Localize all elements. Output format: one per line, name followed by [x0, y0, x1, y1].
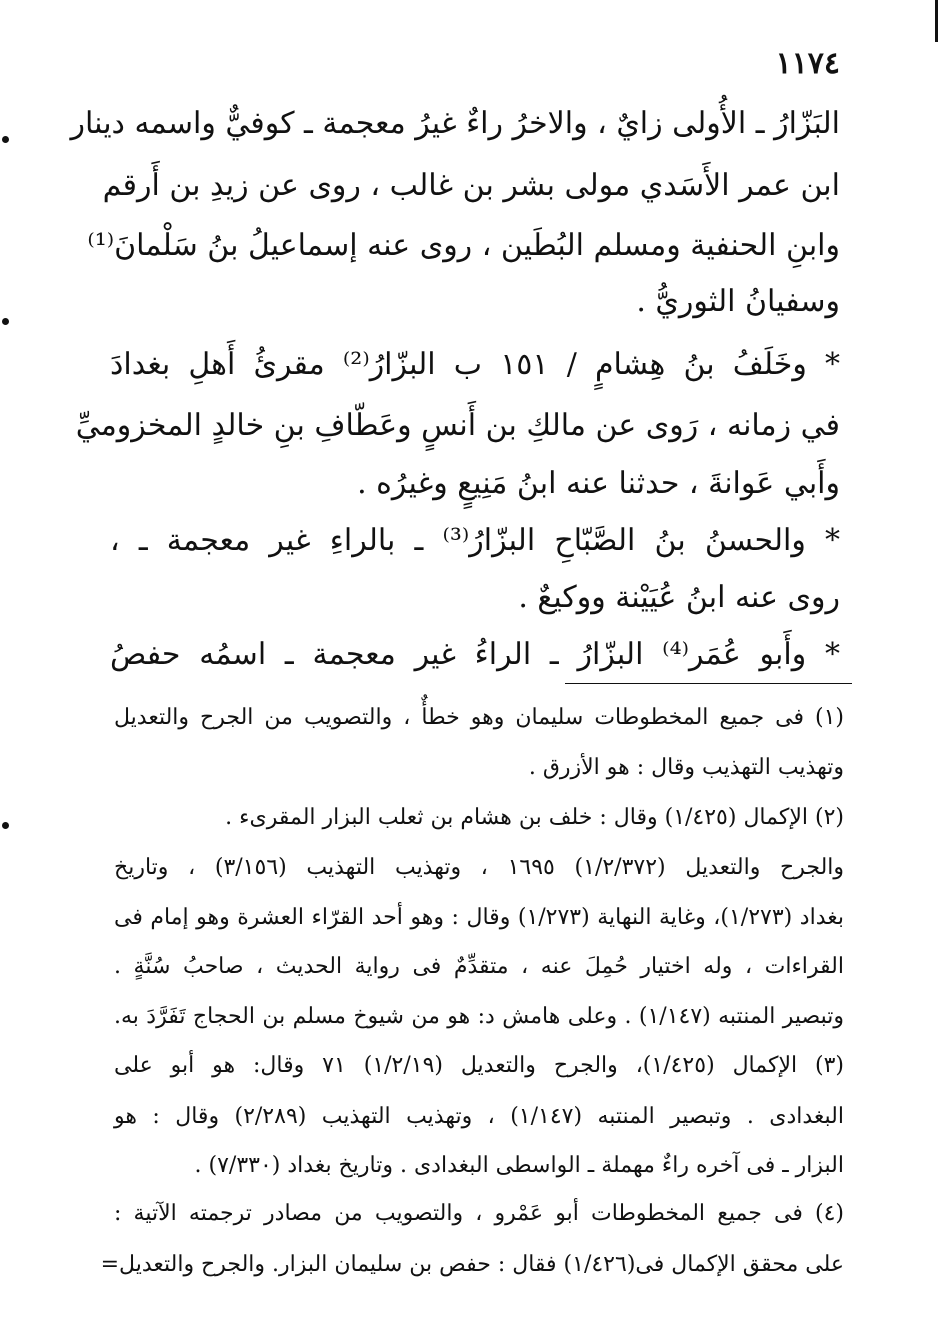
main-text-line: * وأَبو عُمَر⁽⁴⁾ البزّارُ ـ الراءُ غير معجمة ـ اسمُه حفصُ	[110, 637, 840, 672]
main-text-line: * والحسنُ بنُ الصَّبّاحِ البزّارُ⁽³⁾ ـ بالراءِ غير معجمة ـ ،	[110, 523, 840, 558]
footnote-line: (٤) فى جميع المخطوطات أبو عَمْرو ، والتصويب من مصادر ترجمته الآتية :	[114, 1201, 844, 1226]
main-text-line: وسفيانُ الثوريُّ .	[636, 284, 840, 319]
footnote-line: بغداد (١/٢٧٣)، وغاية النهاية (١/٢٧٣) وقال : وهو أحد القرّاء العشرة وهو إمام فى	[114, 905, 844, 930]
main-text-line: البَزّارُ ـ الأُولى زايٌ ، والاخرُ راءٌ غيرُ معجمة ـ كوفيٌّ واسمه دينار	[70, 106, 840, 141]
main-text-line: وأَبي عَوانةَ ، حدثنا عنه ابنُ مَنِيعٍ وغيرُه .	[357, 466, 840, 501]
margin-mark	[935, 0, 938, 42]
margin-dot	[2, 318, 9, 325]
footnote-line: وتبصير المنتبه (١/١٤٧) . وعلى هامش د: هو من شيوخ مسلم بن الحجاج تَفَرَّدَ به.	[114, 1004, 844, 1029]
margin-dot	[2, 136, 9, 143]
footnote-separator	[565, 683, 852, 684]
main-text-line: وابنِ الحنفية ومسلم البُطَين ، روى عنه إسماعيلُ بنُ سَلْمانَ⁽¹⁾	[87, 228, 840, 263]
footnote-line: (٢) الإكمال (١/٤٢٥) وقال : خلف بن هشام بن ثعلب البزار المقرىء .	[225, 805, 844, 830]
footnote-line: القراءات ، وله اختيار حُمِلَ عنه ، متقدِّمٌ فى رواية الحديث ، صاحبُ سُنَّةٍ .	[114, 954, 844, 979]
main-text-line: * وخَلَفُ بنُ هِشامٍ / ١٥١ ب البزّارُ⁽²⁾ مقرئُ أَهلِ بغدادَ	[110, 347, 840, 382]
main-text-line: روى عنه ابنُ عُيَيْنة ووكيعٌ .	[518, 580, 840, 615]
main-text-line: ابن عمر الأَسَدي مولى بشر بن غالب ، روى عن زيدِ بن أَرقم	[102, 168, 840, 203]
footnote-line: البغدادى . وتبصير المنتبه (١/١٤٧) ، وتهذيب التهذيب (٢/٢٨٩) وقال : هو	[114, 1104, 844, 1129]
footnote-line: (٣) الإكمال (١/٤٢٥)، والجرح والتعديل (١/٢/١٩) ٧١ وقال: هو أبو على	[114, 1053, 845, 1078]
footnote-line: على محقق الإكمال فى(١/٤٢٦) فقال : حفص بن سليمان البزار. والجرح والتعديل=	[100, 1252, 844, 1277]
footnote-line: البزار ـ فى آخره راءٌ مهملة ـ الواسطى البغدادى . وتاريخ بغداد (٧/٣٣٠) .	[194, 1153, 844, 1178]
footnote-line: والجرح والتعديل (١/٢/٣٧٢) ١٦٩٥ ، وتهذيب التهذيب (٣/١٥٦) ، وتاريخ	[114, 855, 845, 880]
footnote-line: وتهذيب التهذيب وقال : هو الأزرق .	[528, 755, 844, 780]
footnote-line: (١) فى جميع المخطوطات سليمان وهو خطأٌ ، والتصويب من الجرح والتعديل	[114, 705, 844, 730]
margin-dot	[2, 822, 9, 829]
main-text-line: في زمانه ، رَوى عن مالكِ بن أَنسٍ وعَطّافِ بنِ خالدٍ المخزوميِّ	[75, 408, 840, 443]
page-number: ١١٧٤	[775, 46, 840, 81]
